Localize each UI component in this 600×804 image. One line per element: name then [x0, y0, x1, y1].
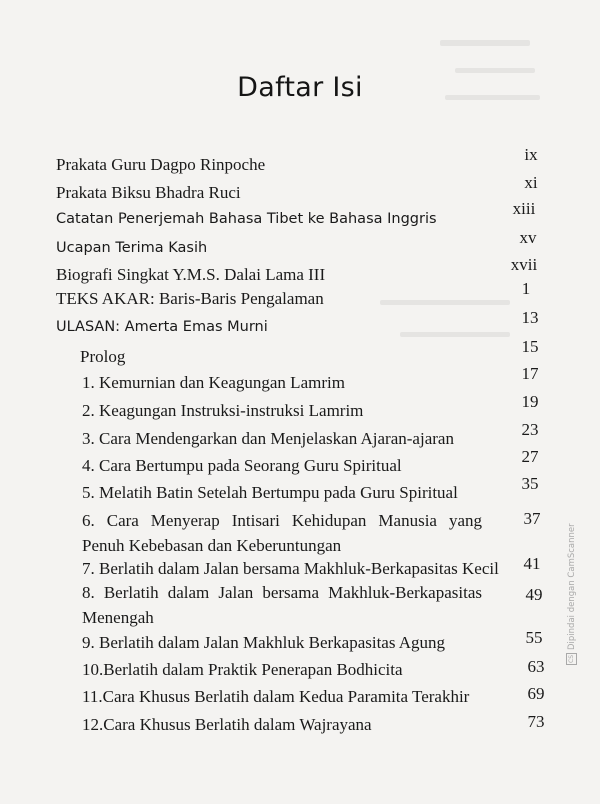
toc-entry-page: 15	[521, 337, 539, 356]
toc-chapter-label: 6. Cara Menyerap Intisari Kehidupan Manusia yang Penuh Kebebasan dan Keberuntungan	[82, 511, 482, 555]
toc-entry-page: xvii	[510, 255, 538, 274]
toc-chapter-label: 10.Berlatih dalam Praktik Penerapan Bodhicita	[82, 660, 403, 679]
toc-chapter	[0, 659, 600, 683]
toc-entry-page: 13	[521, 308, 539, 327]
toc-chapter-label: 3. Cara Mendengarkan dan Menjelaskan Ajaran-ajaran	[82, 429, 454, 448]
toc-chapter-label: 5. Melatih Batin Setelah Bertumpu pada Guru Spiritual	[82, 483, 458, 502]
toc-chapter-label: 1. Kemurnian dan Keagungan Lamrim	[82, 373, 345, 392]
toc-entry-label: Prakata Biksu Bhadra Ruci	[56, 183, 241, 202]
page-title: Daftar Isi	[237, 72, 363, 103]
toc-chapter-page: 23	[521, 420, 539, 439]
toc-chapter	[0, 628, 600, 656]
toc-chapter-page: 35	[521, 474, 539, 493]
scanner-watermark	[566, 523, 580, 665]
toc-chapter-label: 4. Cara Bertumpu pada Seorang Guru Spiritual	[82, 456, 402, 475]
toc-chapter-label: 9. Berlatih dalam Jalan Makhluk Berkapasitas Agung	[82, 633, 446, 652]
toc-chapter-label: 12.Cara Khusus Berlatih dalam Wajrayana	[82, 715, 372, 734]
toc-chapter	[0, 584, 600, 636]
toc-entry-page: xiii	[512, 199, 536, 218]
toc-entry-page: xv	[519, 228, 537, 247]
toc-chapter-page: 69	[527, 684, 545, 703]
camscanner-logo-icon: CS	[568, 655, 575, 663]
toc-chapter-page: 17	[521, 364, 539, 383]
toc-chapter-label: 7. Berlatih dalam Jalan bersama Makhluk-Berkapasitas Kecil	[82, 559, 499, 578]
toc-chapter-page: 55	[525, 628, 543, 647]
toc-chapter-label: 11.Cara Khusus Berlatih dalam Kedua Paramita Terakhir	[82, 687, 470, 706]
toc-chapter-page: 27	[521, 447, 539, 466]
toc-entry-label: TEKS AKAR: Baris-Baris Pengalaman	[56, 289, 324, 308]
toc-entry-label: Prakata Guru Dagpo Rinpoche	[56, 155, 266, 174]
toc-chapter-page: 63	[527, 657, 545, 676]
toc-entry-label: Prolog	[80, 347, 126, 366]
toc-chapter	[0, 714, 600, 738]
toc-entry-label: Catatan Penerjemah Bahasa Tibet ke Bahasa Inggris	[56, 211, 437, 227]
toc-chapter-page: 37	[523, 509, 541, 528]
toc-entry-label: ULASAN: Amerta Emas Murni	[56, 319, 268, 335]
toc-chapter	[0, 554, 600, 582]
toc-chapter-page: 41	[523, 554, 541, 573]
toc-entry-page: ix	[524, 145, 538, 164]
toc-entry-label: Biografi Singkat Y.M.S. Dalai Lama III	[56, 265, 326, 284]
toc-chapter	[0, 686, 600, 710]
toc-entry-page: xi	[524, 173, 538, 192]
toc-entry-label: Ucapan Terima Kasih	[56, 240, 208, 256]
toc-chapter-page: 73	[527, 712, 545, 731]
toc-chapter-page: 19	[521, 392, 539, 411]
toc-chapter-label: 2. Keagungan Instruksi-instruksi Lamrim	[82, 401, 364, 420]
bleed-through-mark	[440, 40, 530, 46]
watermark-text: Dipindai dengan CamScanner	[567, 523, 577, 650]
toc-chapter-label: 8. Berlatih dalam Jalan bersama Makhluk-Berkapasitas Menengah	[82, 583, 482, 627]
toc-entry-page: 1	[521, 279, 531, 298]
toc-chapter-page: 49	[525, 585, 543, 604]
toc-chapter	[0, 474, 600, 506]
